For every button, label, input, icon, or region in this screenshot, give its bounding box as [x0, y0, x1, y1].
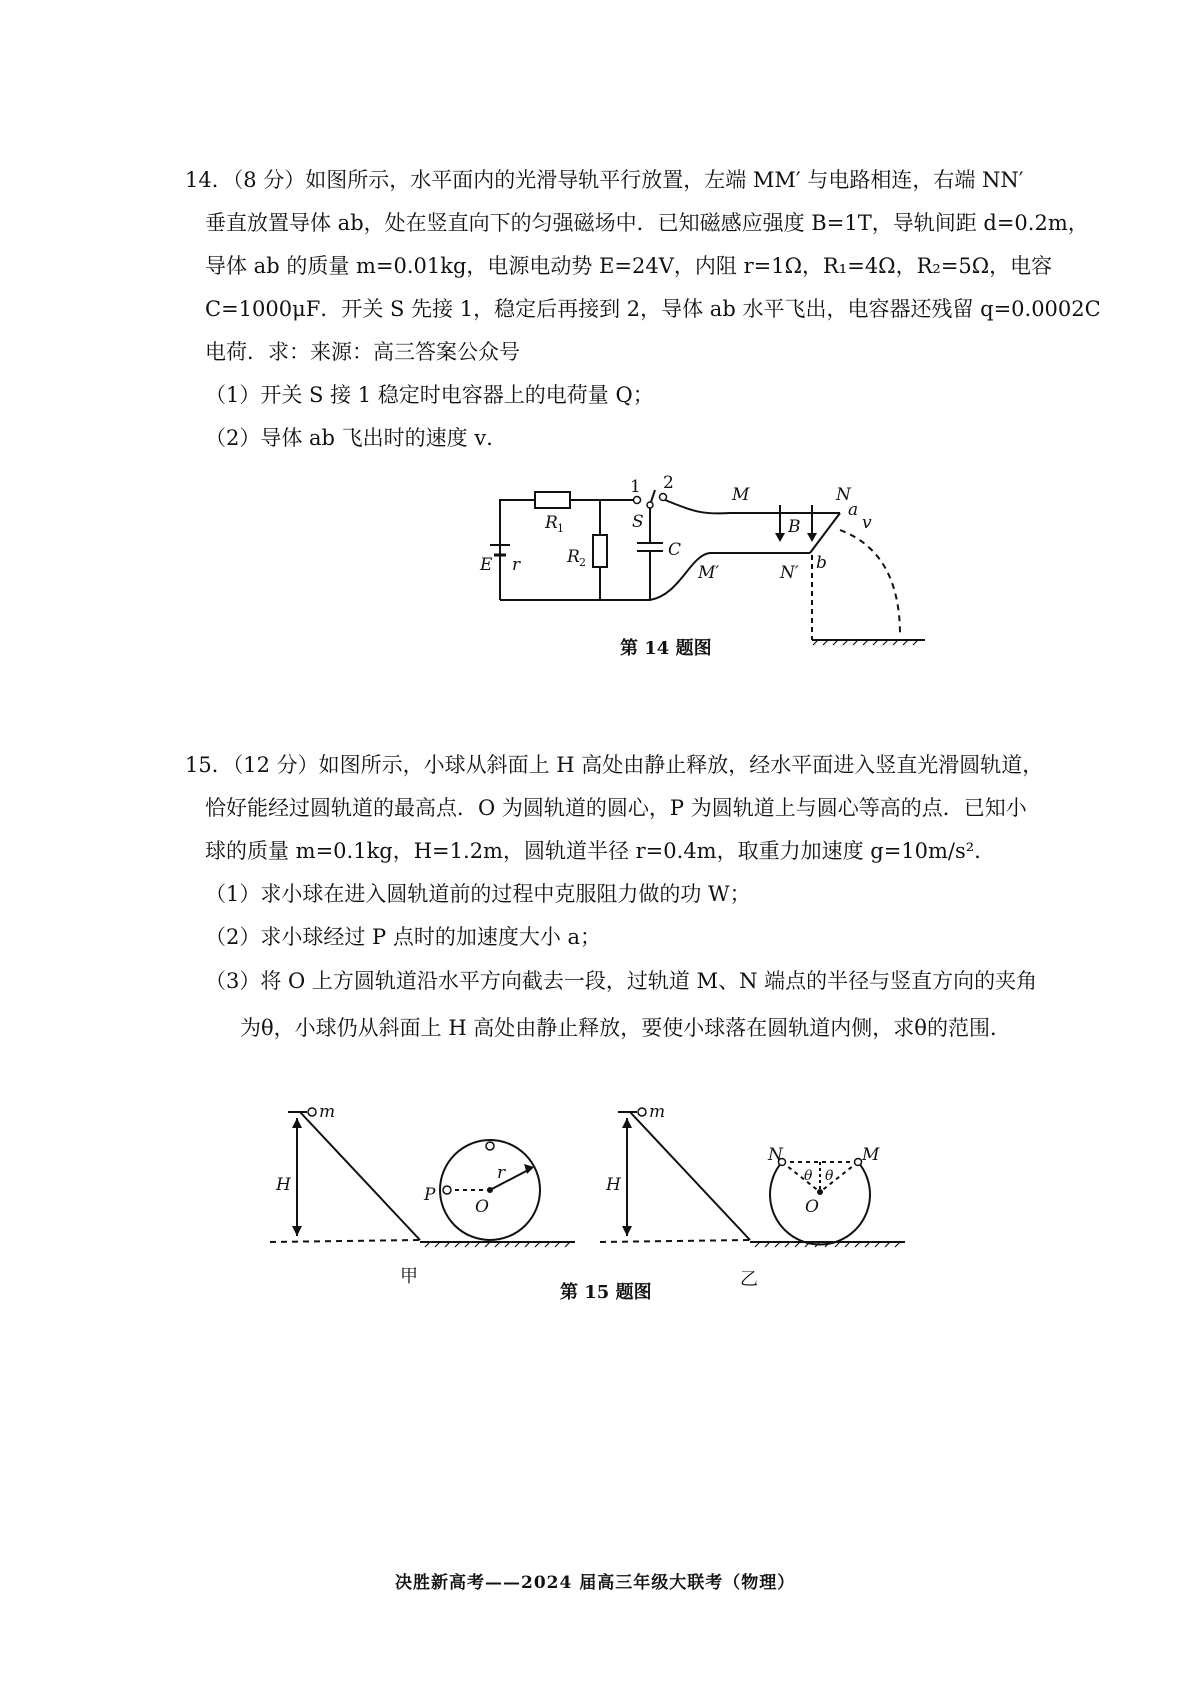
q14-sub-1: （1）开关 S 接 1 稳定时电容器上的电荷量 Q；: [205, 383, 654, 407]
label-1: 1: [630, 477, 641, 497]
label-b: b: [816, 553, 827, 573]
label-R1: R: [545, 513, 558, 533]
q15-line-2: 恰好能经过圆轨道的最高点．O 为圆轨道的圆心，P 为圆轨道上与圆心等高的点．已知小: [205, 796, 1027, 820]
jia-label-O: O: [475, 1197, 489, 1217]
label-2: 2: [663, 473, 674, 493]
label-N: N: [836, 485, 851, 505]
q15-line-1: 15．（12 分）如图所示，小球从斜面上 H 高处由静止释放，经水平面进入竖直光滑圆轨道，: [185, 753, 1044, 777]
label-Np: N′: [780, 563, 799, 583]
yi-label-theta-left: θ: [804, 1168, 813, 1184]
q15-sub-1: （1）求小球在进入圆轨道前的过程中克服阻力做的功 W；: [205, 882, 751, 906]
label-R2: R: [567, 547, 580, 567]
q15-line-3: 球的质量 m=0.1kg，H=1.2m，圆轨道半径 r=0.4m，取重力加速度 g=10m/s²．: [205, 839, 996, 863]
q15-sub-3b: 为θ，小球仍从斜面上 H 高处由静止释放，要使小球落在圆轨道内侧，求θ的范围．: [240, 1016, 1011, 1040]
label-a: a: [848, 500, 859, 520]
q15-figure-jia: [260, 1090, 590, 1280]
q14-line-1: 14．（8 分）如图所示，水平面内的光滑导轨平行放置，左端 MM′ 与电路相连，右端 NN′: [185, 168, 1024, 192]
q14-line-3: 导体 ab 的质量 m=0.01kg，电源电动势 E=24V，内阻 r=1Ω，R₁=4Ω，R₂=5Ω，电容: [205, 254, 1053, 278]
page-footer: 决胜新高考——2024 届高三年级大联考（物理）: [395, 1573, 796, 1593]
yi-label-O: O: [805, 1197, 819, 1217]
q14-line-2: 垂直放置导体 ab，处在竖直向下的匀强磁场中．已知磁感应强度 B=1T，导轨间距 d=0.2m，: [205, 211, 1089, 235]
q15-figure-yi: [595, 1090, 915, 1280]
label-C: C: [668, 540, 682, 560]
q14-line-4: C=1000μF．开关 S 先接 1，稳定后再接到 2，导体 ab 水平飞出，电容器还残留 q=0.0002C: [205, 297, 1101, 321]
label-S: S: [632, 512, 644, 532]
yi-label-theta-right: θ: [825, 1168, 834, 1184]
yi-label-M: M: [862, 1145, 880, 1165]
jia-label-P: P: [424, 1185, 436, 1205]
q14-figure-caption: 第 14 题图: [620, 638, 712, 659]
label-v: v: [862, 513, 872, 533]
yi-label-H: H: [606, 1175, 621, 1195]
label-M: M: [732, 485, 750, 505]
jia-caption: 甲: [400, 1266, 418, 1287]
yi-label-N: N: [768, 1145, 783, 1165]
q14-line-5: 电荷．求：来源：高三答案公众号: [205, 340, 520, 364]
label-B: B: [788, 517, 801, 537]
label-Mp: M′: [698, 563, 720, 583]
yi-label-m: m: [649, 1102, 666, 1122]
q15-sub-3a: （3）将 O 上方圆轨道沿水平方向截去一段，过轨道 M、N 端点的半径与竖直方向的夹角: [205, 969, 1038, 993]
label-r: r: [512, 555, 521, 575]
q15-sub-2: （2）求小球经过 P 点时的加速度大小 a；: [205, 925, 602, 949]
jia-label-m: m: [319, 1102, 336, 1122]
label-E: E: [480, 555, 493, 575]
label-R2-sub: 2: [579, 556, 586, 569]
jia-label-r: r: [497, 1163, 506, 1183]
q14-sub-2: （2）导体 ab 飞出时的速度 v．: [205, 426, 508, 450]
q15-figure-caption: 第 15 题图: [560, 1282, 652, 1303]
yi-caption: 乙: [740, 1269, 758, 1290]
label-R1-sub: 1: [557, 522, 564, 535]
jia-label-H: H: [276, 1175, 291, 1195]
